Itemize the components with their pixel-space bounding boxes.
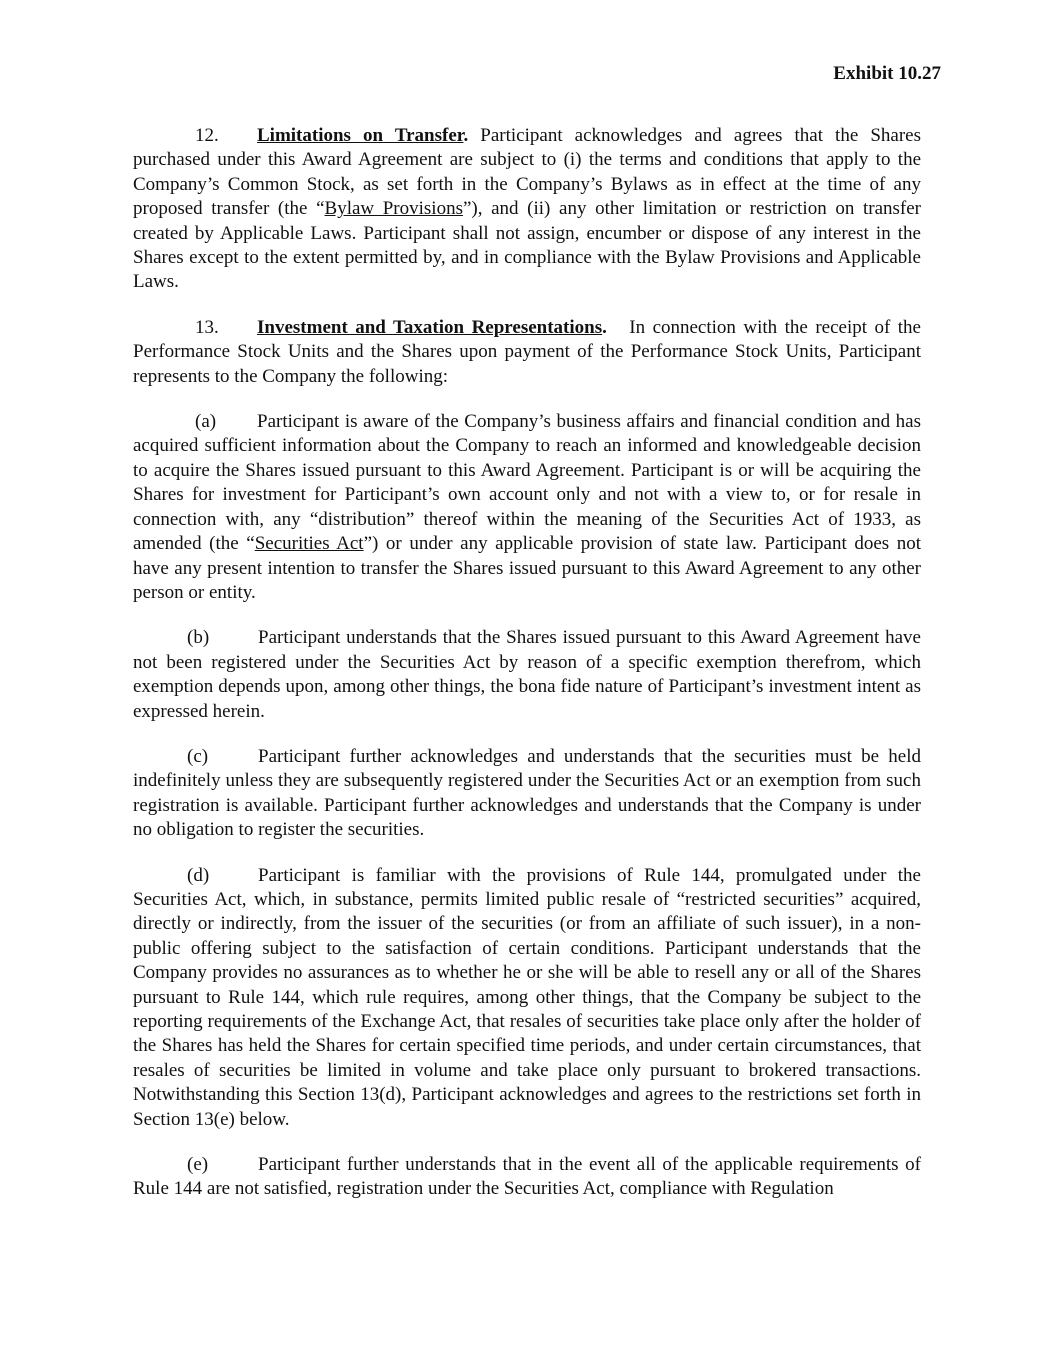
section-12-heading: Limitations on Transfer. [257, 125, 469, 146]
subsection-d-label: (d) [187, 864, 210, 886]
section-13-number: 13. [195, 316, 219, 338]
defined-term-securities-act: Securities Act [254, 533, 364, 555]
section-13-heading: Investment and Taxation Representations. [257, 316, 607, 338]
subsection-b-label: (b) [187, 627, 210, 649]
section-12-text-1: Participant acknowledges and agrees that the Shares purchased under this Award Agreement are subject to (i) the terms and conditions that apply to the Company’s Common Stock, as set forth in the Company’s Bylaws as in effect at the time of any proposed transfer (the “ [133, 125, 922, 220]
section-12-paragraph [133, 124, 921, 295]
subsection-e-paragraph [133, 1153, 921, 1202]
exhibit-label: Exhibit 10.27 [833, 63, 941, 84]
section-12-text-2: ”), and (ii) any other limitation or restriction on transfer created by Applicable Laws. Participant shall not assign, encumber or dispose of any interest in the Shares except to the extent permitted by, and in compliance with the Bylaw Provisions and Applicable Laws. [133, 198, 921, 293]
subsection-a-paragraph [133, 410, 921, 605]
subsection-d-text: Participant is familiar with the provisions of Rule 144, promulgated under the Securities Act, which, in substance, permits limited public resale of “restricted securities” acquired, directly or indirectly, from the issuer of the securities (or from an affiliate of such issuer), in a non-public offering subject to the satisfaction of certain conditions. Participant understands that the Company provides no assurances as to whether he or she will be able to resell any or all of the Shares pursuant to Rule 144, which rule requires, among other things, that the Company be subject to the reporting requirements of the Exchange Act, that resales of securities take place only after the holder of the Shares has held the Shares for certain specified time periods, and under certain circumstances, that resales of securities be limited in volume and take place only pursuant to brokered transactions. Notwithstanding this Section 13(d), Participant acknowledges and agrees to the restrictions set forth in Section 13(e) below. [133, 864, 921, 1130]
subsection-c-text: Participant further acknowledges and understands that the securities must be held indefinitely unless they are subsequently registered under the Securities Act or an exemption from such registration is available. Participant further acknowledges and understands that the Company is under no obligation to register the securities. [133, 745, 921, 841]
section-13-paragraph [133, 316, 926, 389]
subsection-b-text: Participant understands that the Shares issued pursuant to this Award Agreement have not been registered under the Securities Act by reason of a specific exemption therefrom, which exemption depends upon, among other things, the bona fide nature of Participant’s investment intent as expressed herein. [133, 627, 921, 722]
defined-term-bylaw-provisions: Bylaw Provisions [324, 198, 463, 220]
document-body [133, 124, 926, 1202]
subsection-e-label: (e) [187, 1154, 209, 1176]
subsection-a-label: (a) [195, 411, 217, 433]
subsection-d-paragraph [133, 864, 921, 1132]
section-13-text: In connection with the receipt of the Performance Stock Units and the Shares upon payment of the Performance Stock Units, Participant represents to the Company the following: [133, 316, 926, 387]
subsection-a-text-2: ”) or under any applicable provision of state law. Participant does not have any present intention to transfer the Shares issued pursuant to this Award Agreement to any other person or entity. [133, 533, 922, 603]
section-12-number: 12. [195, 125, 219, 146]
subsection-b-paragraph [133, 626, 921, 724]
subsection-c-label: (c) [187, 745, 209, 767]
subsection-e-text: Participant further understands that in the event all of the applicable requirements of Rule 144 are not satisfied, registration under the Securities Act, compliance with Regulation [133, 1154, 921, 1200]
subsection-a-text-1: Participant is aware of the Company’s business affairs and financial condition and has acquired sufficient information about the Company to reach an informed and knowledgeable decision to acquire the Shares issued pursuant to this Award Agreement. Participant is or will be acquiring the Shares for investment for Participant’s own account only and not with a view to, or for resale in connection with, any “distribution” thereof within the meaning of the Securities Act of 1933, as amended (the “ [133, 411, 921, 555]
subsection-c-paragraph [133, 745, 921, 843]
